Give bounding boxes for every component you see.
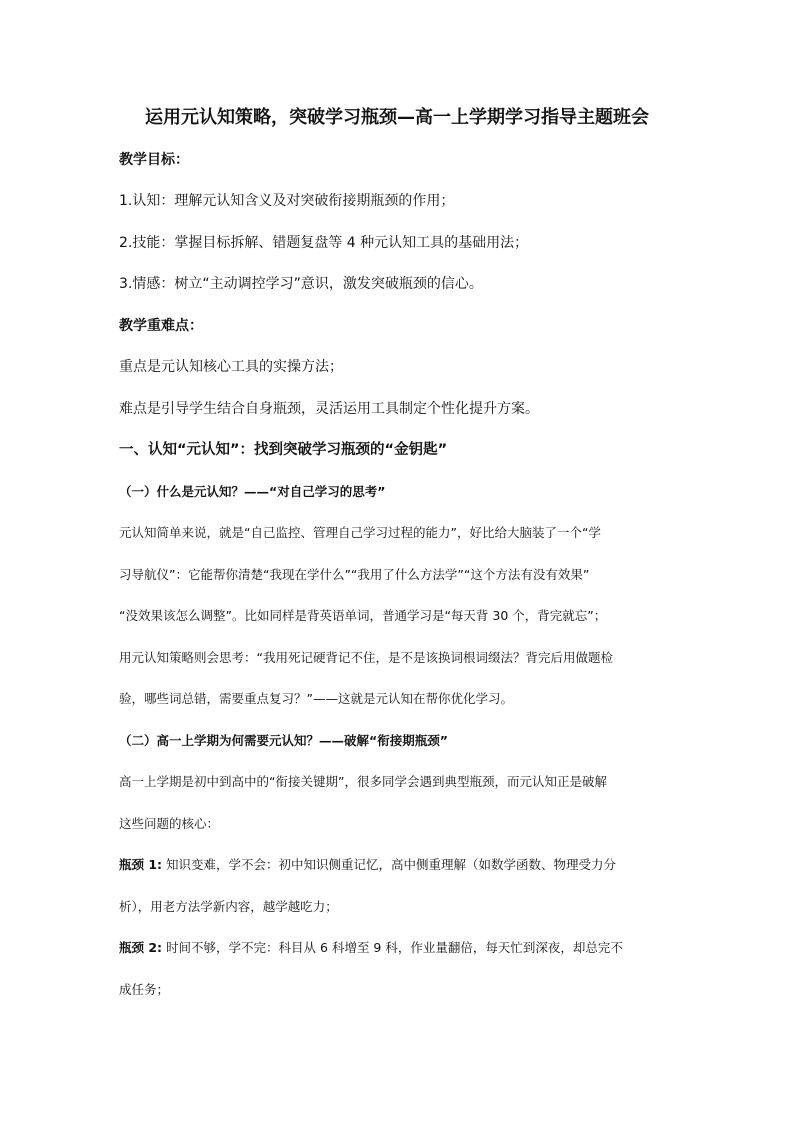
paragraph-line: 元认知简单来说，就是“自己监控、管理自己学习过程的能力”，好比给大脑装了一个“学 [119, 525, 601, 540]
subsection-heading: （一）什么是元认知？——“对自己学习的思考” [119, 484, 386, 499]
paragraph-line: “没效果该怎么调整”。比如同样是背英语单词，普通学习是“每天背 30 个，背完就忘”； [119, 608, 607, 623]
objectives-heading: 教学目标： [119, 152, 189, 168]
bottleneck-item [119, 855, 616, 875]
paragraph-line: 用元认知策略则会思考：“我用死记硬背记不住，是不是该换词根词缀法？背完后用做题检 [119, 650, 613, 665]
paragraph-line: 析），用老方法学新内容，越学越吃力； [119, 899, 338, 914]
bottleneck-label: 瓶颈 1: [119, 857, 163, 872]
bottleneck-text: 时间不够，学不完：科目从 6 科增至 9 科，作业量翻倍，每天忙到深夜，却总完不 [166, 940, 623, 955]
objective-item: 3.情感：树立“主动调控学习”意识，激发突破瓶颈的信心。 [119, 276, 483, 292]
objective-item: 1.认知：理解元认知含义及对突破衔接期瓶颈的作用； [119, 193, 455, 209]
key-point-item: 重点是元认知核心工具的实操方法； [119, 359, 343, 375]
key-points-heading: 教学重难点： [119, 318, 203, 334]
paragraph-line: 成任务； [119, 982, 170, 997]
paragraph-line: 习导航仪”：它能帮你清楚“我现在学什么”“我用了什么方法学”“这个方法有没有效果” [119, 567, 590, 582]
subsection-heading: （二）高一上学期为何需要元认知？——破解“衔接期瓶颈” [119, 733, 448, 748]
document-title: 运用元认知策略，突破学习瓶颈—高一上学期学习指导主题班会 [145, 107, 649, 128]
paragraph-line: 验，哪些词总错，需要重点复习？”——这就是元认知在帮你优化学习。 [119, 691, 513, 706]
objective-item: 2.技能：掌握目标拆解、错题复盘等 4 种元认知工具的基础用法； [119, 235, 529, 251]
bottleneck-text: 知识变难，学不会：初中知识侧重记忆，高中侧重理解（如数学函数、物理受力分 [166, 857, 617, 872]
bottleneck-item [119, 938, 623, 958]
bottleneck-label: 瓶颈 2: [119, 940, 163, 955]
key-point-item: 难点是引导学生结合自身瓶颈，灵活运用工具制定个性化提升方案。 [119, 401, 539, 417]
section-heading: 一、认知“元认知”：找到突破学习瓶颈的“金钥匙” [119, 442, 448, 458]
paragraph-line: 高一上学期是初中到高中的“衔接关键期”，很多同学会遇到典型瓶颈，而元认知正是破解 [119, 774, 607, 789]
paragraph-line: 这些问题的核心： [119, 816, 220, 831]
